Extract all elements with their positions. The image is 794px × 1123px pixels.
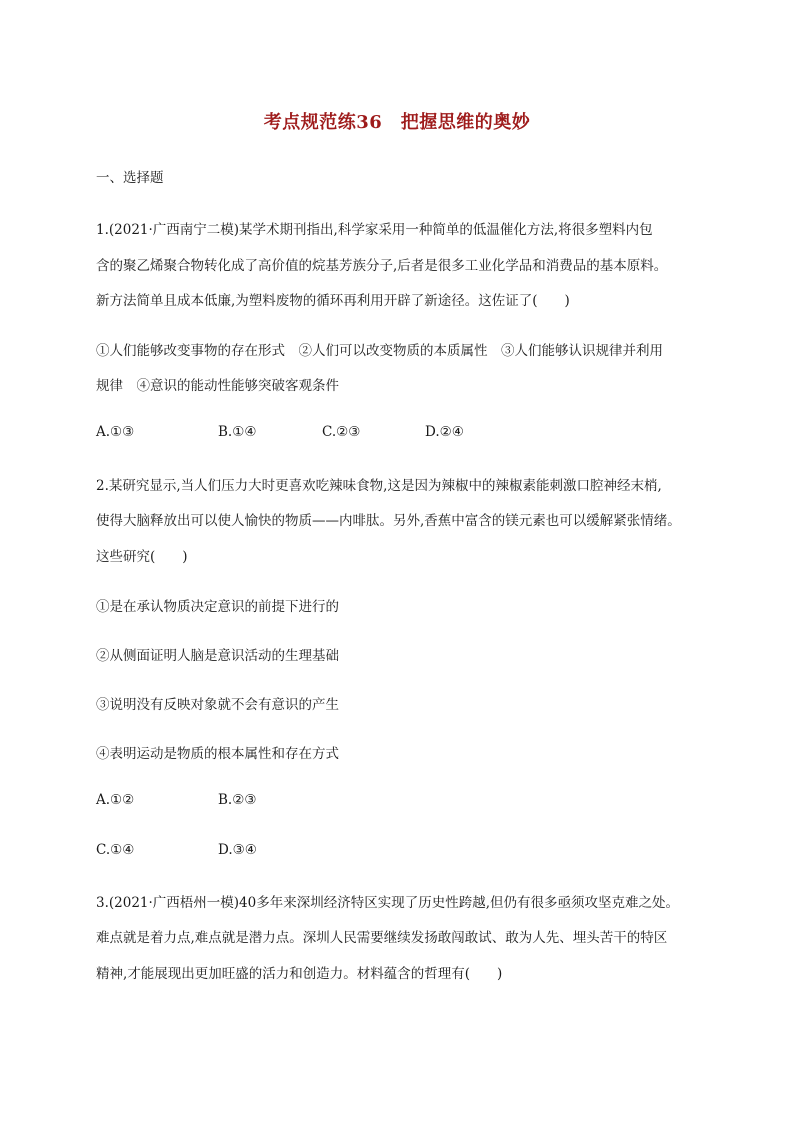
- question-2-line-2: 使得大脑释放出可以使人愉快的物质——内啡肽。另外,香蕉中富含的镁元素也可以缓解紧张情绪。: [96, 513, 681, 529]
- question-3-line-2: 难点就是着力点,难点就是潜力点。深圳人民需要继续发扬敢闯敢试、敢为人先、埋头苦干的特区: [96, 930, 668, 946]
- choice-d[interactable]: D.③④: [218, 842, 257, 858]
- choice-c[interactable]: C.②③: [322, 424, 361, 440]
- question-1-statements-line-1: ①人们能够改变事物的存在形式 ②人们可以改变物质的本质属性 ③人们能够认识规律并利用: [96, 343, 663, 359]
- choice-a[interactable]: A.①②: [96, 792, 135, 808]
- section-heading: 一、选择题: [96, 170, 164, 186]
- choice-b[interactable]: B.②③: [218, 792, 257, 808]
- question-3-line-3: 精神,才能展现出更加旺盛的活力和创造力。材料蕴含的哲理有( ): [96, 966, 503, 982]
- question-2-statement-4: ④表明运动是物质的根本属性和存在方式: [96, 746, 339, 762]
- question-2-line-3: 这些研究( ): [96, 549, 188, 565]
- question-3-line-1: 3.(2021·广西梧州一模)40多年来深圳经济特区实现了历史性跨越,但仍有很多亟须攻坚克难之处。: [96, 895, 680, 911]
- choice-b[interactable]: B.①④: [218, 424, 257, 440]
- question-2-line-1: 2.某研究显示,当人们压力大时更喜欢吃辣味食物,这是因为辣椒中的辣椒素能刺激口腔神经末梢,: [96, 478, 662, 494]
- question-2-statement-1: ①是在承认物质决定意识的前提下进行的: [96, 599, 339, 615]
- question-1-line-1: 1.(2021·广西南宁二模)某学术期刊指出,科学家采用一种简单的低温催化方法,将很多塑料内包: [96, 222, 653, 238]
- question-1-line-2: 含的聚乙烯聚合物转化成了高价值的烷基芳族分子,后者是很多工业化学品和消费品的基本原料。: [96, 258, 668, 274]
- question-2-statement-2: ②从侧面证明人脑是意识活动的生理基础: [96, 648, 339, 664]
- question-1-statements-line-2: 规律 ④意识的能动性能够突破客观条件: [96, 378, 339, 394]
- choice-a[interactable]: A.①③: [96, 424, 135, 440]
- choice-c[interactable]: C.①④: [96, 842, 135, 858]
- choice-d[interactable]: D.②④: [425, 424, 464, 440]
- page-title: 考点规范练36 把握思维的奥妙: [263, 112, 531, 133]
- question-2-statement-3: ③说明没有反映对象就不会有意识的产生: [96, 697, 339, 713]
- question-1-line-3: 新方法简单且成本低廉,为塑料废物的循环再利用开辟了新途径。这佐证了( ): [96, 293, 570, 309]
